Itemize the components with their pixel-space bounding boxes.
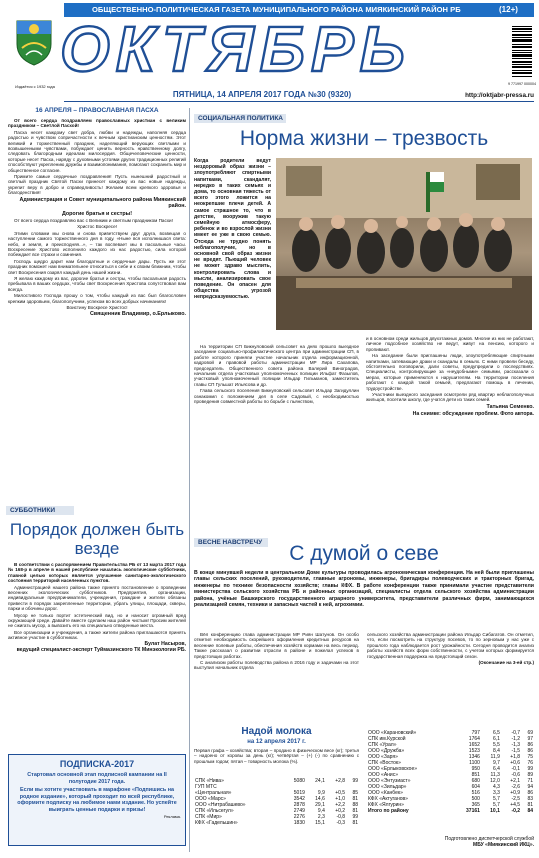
milk-value-cell: 11,9 xyxy=(490,754,500,760)
website-link[interactable]: http://oktjabr-pressa.ru xyxy=(465,92,534,99)
milk-footer-line: МБУ «Миякинский ИКЦ». xyxy=(473,842,534,848)
duma-paragraph: Вёл конференцию глава администрации МР Риян Шатунов. Он особо отметил необходимость скорейшего оформления кредитных ресурсов на весенние полевые работы, обеспечения хозяйств кормами на весь период. Также рассказал о развитии отрасли в районе и пожелал успехов в предстоящих работах. xyxy=(194,632,359,659)
priest-paragraph: От всего сердца поздравляю вас с Великим и светлым праздником Пасхи! xyxy=(14,217,173,223)
milk-farm-name: ООО «Канбек» xyxy=(368,790,403,796)
milk-value-cell: 14,6 xyxy=(315,796,325,802)
milk-value-cell: 99 xyxy=(352,778,358,784)
milk-farm-name: ГУП МТС xyxy=(195,784,217,790)
milk-farm-name: ООО «Дружба» xyxy=(368,748,405,754)
milk-title: Надой молока xyxy=(241,726,312,737)
order-paragraph: Все организации и учреждения, а также жители района приглашаются принять активное участие в субботниках. xyxy=(8,629,186,641)
milk-value-cell: -0,6 xyxy=(511,772,521,778)
milk-value-cell: 5,5 xyxy=(492,742,500,748)
duma-section-label: ВЕСНЕ НАВСТРЕЧУ xyxy=(194,538,268,547)
milk-farm-name: Итого по району xyxy=(368,808,409,814)
order-paragraph: Мусор не только портит эстетический вид, но и наносит огромный вред окружающей среде. Давайте вместе сделаем наш район чистым! Просим жителей не сжигать мусор, а вывозить его на специально отведенные места. xyxy=(8,612,186,629)
norms-paragraph: и в основном среди жильцов двухэтажных домов. Многие из них не работают, личное подсобное хозяйство не ведут, живут на пенсию, которого и пропивают. xyxy=(366,336,534,352)
barcode-icon xyxy=(510,24,534,80)
duma-lead: В конце минувшей недели в центральном Доме культуры проводилась агрономическая конференция. На ней были приглашены главы сельских поселений, руководители, главные агрономы, инженеры, бригадиры полеводческих и тракторных бригад, инженеры по технике безопасности хозяйств; главы КФХ. В работе конференции также принимали участие представители министерства сельского хозяйства РБ и районных организаций, специалисты отдела сельского хозяйства администрации района, учёные Башкирского государственного аграрного университета, представители различных фирм, занимающихся реализацией семян, техники и запасных частей к ней, агрохимии. xyxy=(194,570,534,609)
milk-value-cell: 6,4 xyxy=(492,766,500,772)
milk-value-cell: 85 xyxy=(352,790,358,796)
easter-lead: От всего сердца поздравляем православных христиан с великим праздником – Светлой Пасхой! xyxy=(8,118,186,129)
norms-article xyxy=(194,106,534,526)
emblem-caption: Издаётся с 1932 года xyxy=(15,84,55,89)
milk-value-cell: 94 xyxy=(527,784,533,790)
masthead xyxy=(0,0,539,100)
milk-farm-name: ООО «Заря» xyxy=(368,754,398,760)
milk-value-cell: 10,1 xyxy=(490,808,500,814)
norms-section-label: СОЦИАЛЬНАЯ ПОЛИТИКА xyxy=(194,114,286,123)
milk-value-cell: -1,3 xyxy=(511,742,521,748)
milk-total-row xyxy=(367,808,534,814)
order-title: Порядок должен быть везде xyxy=(9,520,185,558)
milk-value-cell: 6,1 xyxy=(492,736,500,742)
milk-yield-section xyxy=(194,726,534,854)
milk-value-cell: 9,9 xyxy=(317,790,325,796)
milk-value-cell: -1,5 xyxy=(511,748,521,754)
milk-farm-name: ООО «Энтузиаст» xyxy=(368,778,411,784)
milk-value-cell: 8,4 xyxy=(492,748,500,754)
norms-lead: Когда родители ведут нездоровый образ жизни – злоупотребляют спиртными напитками, скандалят, нередко в таких семьях и дома, то основная тяжесть от всего этого ложится на неокрепшие плечи детей. А самое страшное то, что в детстве, вооружив такую семейную атмосферу, ребенок и во взрослой жизни имеет ее уже в свою семью. Отсюда не трудно понять неблагополучие, но в основной свой образ жизни не вредят. Пьющий человек не может здраво мыслить, контролировать слова и мысли, анализировать свое поведение. Он опасен для общества угрозой непредсказуемостью. xyxy=(194,158,271,301)
milk-farm-name: СПК им.Курской xyxy=(368,736,406,742)
barcode-digits: 9 771997 000004 xyxy=(508,82,536,86)
milk-farm-name: СПК «Ильсегул» xyxy=(195,808,234,814)
milk-value-cell: 365 xyxy=(471,802,480,808)
milk-value-cell: 4,3 xyxy=(492,784,500,790)
masthead-underline xyxy=(64,101,534,102)
milk-value-cell: 71 xyxy=(527,778,533,784)
milk-value-cell: 99 xyxy=(352,814,358,820)
milk-farm-name: «Центральная» xyxy=(195,790,232,796)
column-divider xyxy=(189,108,190,852)
milk-value-cell: 76 xyxy=(527,760,533,766)
milk-value-cell: +0,2 xyxy=(335,808,346,814)
milk-value-cell: 89 xyxy=(527,772,533,778)
priest-paragraph: Христос Воскресе! xyxy=(77,224,117,230)
milk-table-right xyxy=(367,730,534,814)
milk-value-cell: 69 xyxy=(527,730,533,736)
milk-value-cell: 5019 xyxy=(293,790,305,796)
milk-value-cell: 6,5 xyxy=(492,730,500,736)
milk-value-cell: 950 xyxy=(471,766,480,772)
milk-value-cell: 99 xyxy=(527,766,533,772)
milk-value-cell: 851 xyxy=(471,772,480,778)
milk-value-cell: 11,3 xyxy=(490,772,500,778)
milk-value-cell: 97 xyxy=(527,736,533,742)
norms-paragraph: Глава сельского поселения Бикнуловский сельсовет Ильдар Загидуллин ознакомил с положением дел в селе Садовый, с необходимостью проведения совместной работы по борьбе с пьянством, xyxy=(194,388,359,405)
order-lead: В соответствии с распоряжением Правительства РБ от 13 марта 2017 года № 168-р в апреле в нашей республике начались экологические субботники, главной целью которых является улучшение санитарно-экологического состояния территорий населенных пунктов. xyxy=(8,562,186,584)
milk-value-cell: 29,1 xyxy=(315,802,325,808)
milk-value-cell: +0,5 xyxy=(335,790,346,796)
milk-value-cell: 2749 xyxy=(293,808,305,814)
milk-value-cell: -2,5 xyxy=(511,796,521,802)
milk-date: на 12 апреля 2017 г. xyxy=(247,739,306,745)
milk-value-cell: +2,8 xyxy=(335,778,346,784)
issue-date-line: ПЯТНИЦА, 14 АПРЕЛЯ 2017 ГОДА №30 (9320) xyxy=(172,90,352,99)
priest-paragraph: Воистину Воскресе Христос! xyxy=(66,305,128,310)
milk-value-cell: 9,4 xyxy=(317,808,325,814)
priest-signature: Священник Владимир, о.Ерлыково. xyxy=(89,311,186,318)
milk-value-cell: 81 xyxy=(527,802,533,808)
subscription-ad-tag: Реклама. xyxy=(163,813,181,819)
duma-paragraph: С анализом работы полеводства района в 2016 году и задачами на этот выступил начальник отдела xyxy=(194,660,359,671)
milk-farm-name: КФХ «Гадельшин» xyxy=(195,820,238,826)
duma-title: С думой о севе xyxy=(289,542,439,565)
milk-value-cell: -2,6 xyxy=(511,784,521,790)
subbotnik-section-label: СУББОТНИКИ xyxy=(6,506,74,515)
milk-value-cell: +2,2 xyxy=(335,802,346,808)
milk-value-cell: -0,7 xyxy=(511,730,521,736)
milk-value-cell: 86 xyxy=(527,742,533,748)
milk-farm-name: КФХ «Ялгурин» xyxy=(368,802,404,808)
milk-farm-name: СПК «Нива» xyxy=(195,778,224,784)
milk-value-cell: -0,8 xyxy=(336,814,346,820)
milk-value-cell: 500 xyxy=(471,796,480,802)
milk-value-cell: 86 xyxy=(527,748,533,754)
milk-value-cell: 604 xyxy=(471,784,480,790)
milk-value-cell: 88 xyxy=(352,802,358,808)
milk-value-cell: 2878 xyxy=(293,802,305,808)
milk-value-cell: 1764 xyxy=(468,736,480,742)
milk-value-cell: 1523 xyxy=(468,748,480,754)
priest-paragraph: Милостивого Господа прошу о том, чтобы каждый из вас был благословен крепким здоровьем, благополучием, успехом во всех добрых начинаниях! xyxy=(8,293,186,304)
milk-value-cell: 1652 xyxy=(468,742,480,748)
milk-value-cell: 81 xyxy=(352,820,358,826)
priest-paragraph: Этими словами мы снова и снова приветствуем друг друга, возвещая о наступлении самого торжественного дня в году. «Ныне вся исполнишася света: небо, и земля, и преисподняя...», – так воспевает мы в пасхальные часы. Воскресение Христово исполнило каждого из нас радостью, сила которой побеждает все страхи и сомнения. xyxy=(8,230,186,258)
norms-paragraph: На заседание были приглашены люди, злоупотребляющие спиртными напитками, затевающие драки и скандалы в семьях. С ними провели беседу, обстоятельно поговорили, дали советы, предупредили о последствиях. Специалисты, контролирующие за «неудобными» семьями, рассказали о мерах, которые применяются к нарушителям. На территории поселения работают с каждой такой семьей, предлагают помощь в лечении, трудоустройстве. xyxy=(366,353,534,391)
milk-value-cell: 15,1 xyxy=(315,820,325,826)
milk-value-cell: 81 xyxy=(352,808,358,814)
order-signature-role: ведущий специалист-эксперт Туймазинского ТК Минэкологии РБ. xyxy=(16,647,186,654)
milk-value-cell: 2,3 xyxy=(317,814,325,820)
milk-value-cell: -0,3 xyxy=(336,820,346,826)
duma-col2 xyxy=(367,632,534,666)
norms-photo-caption: На снимке: обсуждение проблем. Фото автора. xyxy=(412,411,534,418)
milk-farm-name: СПК «Мир» xyxy=(195,814,222,820)
norms-body-col1 xyxy=(194,344,359,405)
norms-byline: Татьяна Семенко. xyxy=(486,403,534,410)
milk-value-cell: 81 xyxy=(352,796,358,802)
priest-paragraph: Я желаю каждому из вас, дорогие братья и сестры, чтобы пасхальная радость пребывала в ваших сердцах, чтобы свет Воскресения Христова сопутствовал вам всегда. xyxy=(8,275,186,292)
milk-value-cell: -0,2 xyxy=(511,808,521,814)
milk-value-cell: 680 xyxy=(471,778,480,784)
milk-value-cell: +1,8 xyxy=(510,754,521,760)
order-article-text xyxy=(8,562,186,655)
milk-value-cell: 12,0 xyxy=(490,778,500,784)
subscription-line: Если вы хотите участвовать в марафоне «Подпишись на родное издание», который проходит по всей республике, оформите подписку на любимое нами издание. Но успейте выиграть ценные подарки и призы! xyxy=(17,787,177,813)
masthead-tagline: ОБЩЕСТВЕННО-ПОЛИТИЧЕСКАЯ ГАЗЕТА МУНИЦИПАЛЬНОГО РАЙОНА МИЯКИНСКИЙ РАЙОН РБ xyxy=(92,5,461,14)
milk-farm-name: ООО «Ерлыковское» xyxy=(368,766,418,772)
easter-header: 16 АПРЕЛЯ – ПРАВОСЛАВНАЯ ПАСХА xyxy=(6,106,188,115)
milk-farm-name: СПК «Урал» xyxy=(368,742,397,748)
milk-value-cell: 86 xyxy=(527,790,533,796)
left-column xyxy=(6,106,188,854)
milk-value-cell: +2,1 xyxy=(510,778,521,784)
milk-value-cell: +4,5 xyxy=(510,802,521,808)
milk-farm-name: ООО «Марс» xyxy=(195,796,226,802)
milk-farm-name: ООО «Анис» xyxy=(368,772,399,778)
milk-farm-name: СПК «Восток» xyxy=(368,760,401,766)
norms-paragraph: На территории СП Бикнуловский сельсовет на днях прошло выездное заседание социально-профилактического центра при администрации СП, в работе которого приняли участие начальник отдела информационной, кадровой и правовой работы администрации МР Лира Сахапова, председатель Общественного совета района Валерий Виноградов, начальник отдела участковых уполномоченных полиции Ильфат Фазылов, участковый уполномоченный полиции Ильдар Гильманов, заместитель главы СП Гульшат Ильясова и др. xyxy=(194,344,359,387)
norms-title: Норма жизни – трезвость xyxy=(239,127,489,150)
milk-value-cell: 5,7 xyxy=(492,796,500,802)
milk-farm-name: КФХ «Актуганов» xyxy=(368,796,408,802)
subscription-line: Стартовал основной этап подписной кампании на II полугодие 2017 года. xyxy=(27,772,167,785)
milk-farm-name: ООО «Зильдар» xyxy=(368,784,407,790)
milk-value-cell: -0,1 xyxy=(511,766,521,772)
duma-article xyxy=(194,534,534,724)
milk-value-cell: -1,2 xyxy=(511,736,521,742)
subscription-title: ПОДПИСКА-2017 xyxy=(59,759,135,769)
milk-footer xyxy=(367,836,534,848)
milk-value-cell: 1346 xyxy=(468,754,480,760)
order-paragraph: Администрацией нашего района также принято постановление о проведении весенних экологических субботников. Предприятия, организации, индивидуальные предприниматели, учреждения, граждане и жители обязаны привести в порядок закрепленные территории, убрать улицы, площади, скверы, парки и обочины дорог. xyxy=(8,584,186,612)
milk-value-cell: 5,7 xyxy=(492,802,500,808)
milk-value-cell: 75 xyxy=(527,754,533,760)
norms-body-col2 xyxy=(366,336,534,419)
milk-value-cell: 83 xyxy=(527,796,533,802)
meeting-photo xyxy=(276,158,532,330)
priest-paragraph: Господь щедро дарит нам благодатные и сердечные дары. Пусть же этот праздник поможет нам внимательнее относиться к себе и к своим ближним, чтобы свет Воскресения озарял каждый день нашей жизни. xyxy=(8,258,186,275)
coat-of-arms-emblem xyxy=(14,18,54,66)
duma-col1 xyxy=(194,632,359,672)
milk-value-cell: 1830 xyxy=(293,820,305,826)
duma-paragraph: сельского хозяйства администрации района Ильдар Сибагатов. Он отметил, что, если посмотреть на структуру посевов, то по зерновым у нас уже с прошлого года наблюдается рост урожайности. Сегодня проводится анализ работы хозяйств всех форм собственности, с учетом которых формируется государственная поддержка на предстоящий сезон. xyxy=(367,632,534,659)
milk-legend: Первая графа – хозяйства; вторая – продано в физическом весе (кг); третья – надоено от коровы за день (кг); четвёртая – (+) (-) по сравнению с прошлым годом; пятая – товарность молока (%). xyxy=(194,748,359,764)
milk-value-cell: +0,6 xyxy=(510,760,521,766)
milk-row xyxy=(194,820,359,826)
milk-farm-name: ООО «Карановский» xyxy=(368,730,417,736)
easter-paragraph: Пасха несет каждому свет добра, любви и надежды, наполняя сердца радостью и чувством сопричастности к вечным христианским ценностям. Этот великий и торжественный праздник, наделяющий верующих светлыми и возвышенными чувствами, побуждает ценить верность нравственному долгу, следовать благородным идеалам милосердия. Общечеловеческие ценности, которые несет Пасха, наряду с духовными устоями других традиционных религий способствуют укреплению дружбы и взаимопонимания, помогают сохранить мир и общественное согласие. xyxy=(8,129,186,173)
milk-value-cell: 1100 xyxy=(469,760,480,766)
milk-value-cell: 3542 xyxy=(293,796,305,802)
duma-continued: (Окончание на 3-ей стр.) xyxy=(478,660,534,666)
age-rating: (12+) xyxy=(499,5,518,14)
easter-greeting-text xyxy=(8,118,186,319)
milk-value-cell: 3,3 xyxy=(492,790,500,796)
milk-value-cell: 797 xyxy=(471,730,480,736)
milk-value-cell: 24,1 xyxy=(315,778,325,784)
milk-value-cell: 9,7 xyxy=(492,760,500,766)
milk-table-left xyxy=(194,778,359,826)
newspaper-title: ОКТЯБРЬ xyxy=(60,13,411,85)
milk-value-cell: 516 xyxy=(471,790,480,796)
milk-footer-line: Подготовлено диспетчерской службой xyxy=(444,836,534,842)
milk-value-cell: 84 xyxy=(527,808,533,814)
subscription-box xyxy=(8,754,186,846)
milk-value-cell: +1,0 xyxy=(335,796,346,802)
order-signature-name: Булат Насыров, xyxy=(144,640,186,647)
priest-greeting: Дорогие братья и сестры! xyxy=(61,210,133,217)
easter-signature: Администрация и Совет муниципального района Миякинский район. xyxy=(19,196,186,210)
milk-farm-name: ООО «Нитрабашево» xyxy=(195,802,246,808)
milk-value-cell: 37161 xyxy=(466,808,480,814)
milk-value-cell: 5080 xyxy=(293,778,305,784)
milk-value-cell: +0,9 xyxy=(510,790,521,796)
norms-paragraph: Участники выездного заседания осмотрели ряд квартир неблагополучных жильцов, посетили школу, где учатся дети из таких семей. xyxy=(366,392,534,403)
milk-value-cell: 2276 xyxy=(293,814,305,820)
easter-paragraph: Примите самые сердечные поздравления! Пусть нынешний радостный и светлый праздник Святой Пасхи принесет каждому из вас новые надежды, укрепит веру в добро и справедливость! Желаем всем крепкого здоровья и благоденствия! xyxy=(8,174,186,196)
